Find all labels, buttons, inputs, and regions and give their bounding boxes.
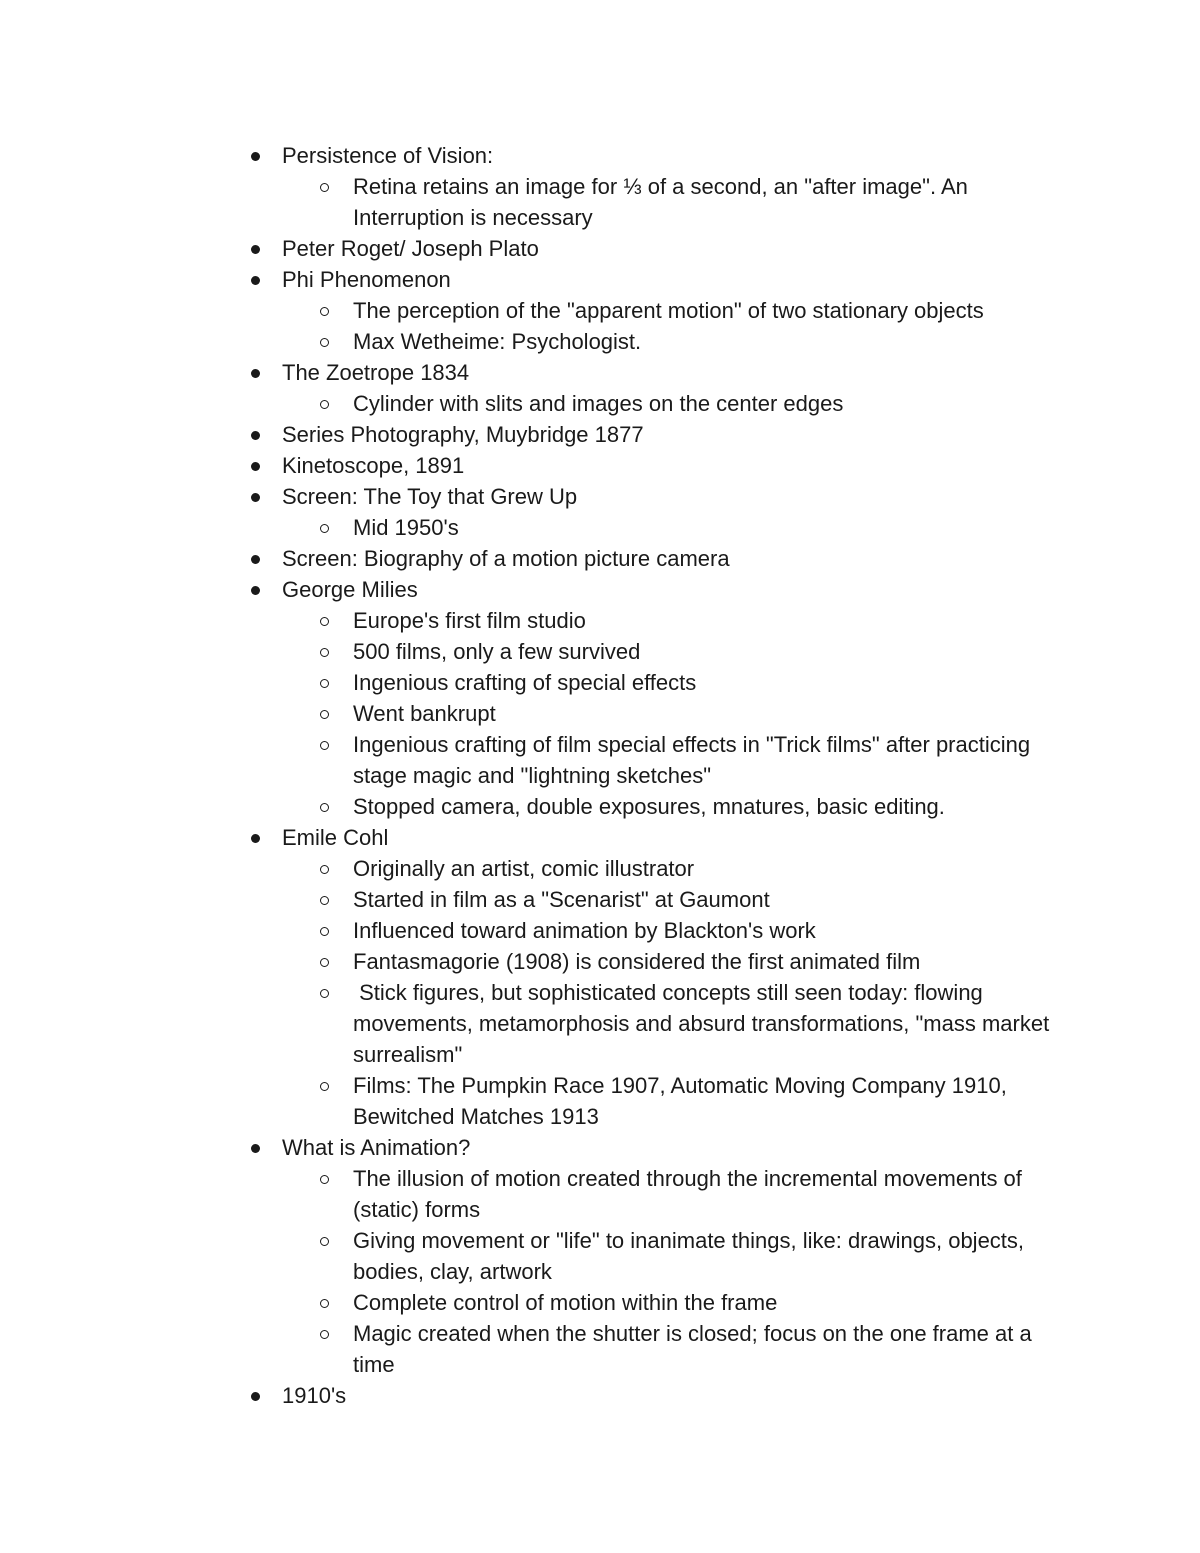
list-item-text: 1910's <box>282 1383 347 1408</box>
sub-list-item <box>0 915 1053 946</box>
list-item-text: Retina retains an image for ⅓ of a second, an "after image". An Interruption is necessary <box>353 174 974 230</box>
list-item <box>0 357 1082 388</box>
sub-list-item <box>0 1225 1053 1287</box>
list-item <box>0 1132 1082 1163</box>
list-item-text: Mid 1950's <box>353 515 459 540</box>
list-item-text: Films: The Pumpkin Race 1907, Automatic Moving Company 1910, Bewitched Matches 1913 <box>353 1073 1013 1129</box>
circle-bullet-icon <box>320 338 329 347</box>
list-item <box>0 574 1082 605</box>
list-item <box>0 543 1082 574</box>
list-item-text: Cylinder with slits and images on the center edges <box>353 391 844 416</box>
list-item-text: The perception of the "apparent motion" of two stationary objects <box>353 298 984 323</box>
circle-bullet-icon <box>320 648 329 657</box>
sub-list-item <box>0 1287 1053 1318</box>
sub-list-item <box>0 1163 1053 1225</box>
disc-bullet-icon <box>251 462 260 471</box>
sub-list-item <box>0 512 1053 543</box>
sub-list-item <box>0 667 1053 698</box>
sub-list-item <box>0 636 1053 667</box>
sub-list-item <box>0 388 1053 419</box>
list-item-text: Originally an artist, comic illustrator <box>353 856 695 881</box>
sub-list-item <box>0 1070 1053 1132</box>
list-item <box>0 264 1082 295</box>
list-item-text: 500 films, only a few survived <box>353 639 641 664</box>
disc-bullet-icon <box>251 245 260 254</box>
list-item-text: Emile Cohl <box>282 825 389 850</box>
circle-bullet-icon <box>320 710 329 719</box>
disc-bullet-icon <box>251 152 260 161</box>
sub-list-item <box>0 946 1053 977</box>
disc-bullet-icon <box>251 276 260 285</box>
circle-bullet-icon <box>320 307 329 316</box>
circle-bullet-icon <box>320 741 329 750</box>
circle-bullet-icon <box>320 989 329 998</box>
list-item-text: Europe's first film studio <box>353 608 586 633</box>
sub-list-item <box>0 326 1053 357</box>
list-item-text: Ingenious crafting of film special effects in "Trick films" after practicing stage magic and "lightning sketches" <box>353 732 1037 788</box>
sub-list-item <box>0 729 1053 791</box>
disc-bullet-icon <box>251 586 260 595</box>
list-item-text: Kinetoscope, 1891 <box>282 453 465 478</box>
disc-bullet-icon <box>251 834 260 843</box>
notes-list <box>0 140 1200 1411</box>
disc-bullet-icon <box>251 369 260 378</box>
disc-bullet-icon <box>251 1144 260 1153</box>
list-item-text: Stopped camera, double exposures, mnatures, basic editing. <box>353 794 945 819</box>
list-item-text: Stick figures, but sophisticated concepts still seen today: flowing movements, metamorphosis and absurd transformations, "mass market surrealism" <box>353 980 1056 1067</box>
circle-bullet-icon <box>320 896 329 905</box>
sub-list-item <box>0 884 1053 915</box>
circle-bullet-icon <box>320 183 329 192</box>
list-item-text: Screen: Biography of a motion picture camera <box>282 546 730 571</box>
list-item-text: The Zoetrope 1834 <box>282 360 470 385</box>
list-item <box>0 140 1082 171</box>
disc-bullet-icon <box>251 1392 260 1401</box>
list-item-text: Peter Roget/ Joseph Plato <box>282 236 539 261</box>
sub-list-item <box>0 853 1053 884</box>
circle-bullet-icon <box>320 1299 329 1308</box>
sub-list-item <box>0 605 1053 636</box>
circle-bullet-icon <box>320 865 329 874</box>
list-item <box>0 419 1082 450</box>
list-item-text: Screen: The Toy that Grew Up <box>282 484 578 509</box>
list-item-text: Started in film as a "Scenarist" at Gaumont <box>353 887 770 912</box>
list-item-text: Complete control of motion within the frame <box>353 1290 778 1315</box>
list-item <box>0 1380 1082 1411</box>
list-item-text: George Milies <box>282 577 418 602</box>
list-item <box>0 450 1082 481</box>
list-item-text: Magic created when the shutter is closed; focus on the one frame at a time <box>353 1321 1038 1377</box>
list-item <box>0 481 1082 512</box>
list-item-text: What is Animation? <box>282 1135 471 1160</box>
list-item-text: Persistence of Vision: <box>282 143 494 168</box>
sub-list-item <box>0 977 1056 1070</box>
disc-bullet-icon <box>251 431 260 440</box>
list-item-text: Giving movement or "life" to inanimate things, like: drawings, objects, bodies, clay, artwork <box>353 1228 1031 1284</box>
circle-bullet-icon <box>320 400 329 409</box>
sub-list-item <box>0 1318 1053 1380</box>
circle-bullet-icon <box>320 958 329 967</box>
list-item <box>0 233 1082 264</box>
circle-bullet-icon <box>320 803 329 812</box>
circle-bullet-icon <box>320 679 329 688</box>
sub-list-item <box>0 171 1053 233</box>
list-item-text: Influenced toward animation by Blackton's work <box>353 918 816 943</box>
sub-list-item <box>0 698 1053 729</box>
list-item-text: Ingenious crafting of special effects <box>353 670 697 695</box>
list-item <box>0 822 1082 853</box>
circle-bullet-icon <box>320 1237 329 1246</box>
list-item-text: Went bankrupt <box>353 701 496 726</box>
circle-bullet-icon <box>320 927 329 936</box>
list-item-text: Series Photography, Muybridge 1877 <box>282 422 644 447</box>
disc-bullet-icon <box>251 493 260 502</box>
sub-list-item <box>0 791 1053 822</box>
circle-bullet-icon <box>320 1082 329 1091</box>
circle-bullet-icon <box>320 617 329 626</box>
list-item-text: Fantasmagorie (1908) is considered the first animated film <box>353 949 921 974</box>
circle-bullet-icon <box>320 524 329 533</box>
sub-list-item <box>0 295 1053 326</box>
list-item-text: Max Wetheime: Psychologist. <box>353 329 642 354</box>
list-item-text: Phi Phenomenon <box>282 267 451 292</box>
list-item-text: The illusion of motion created through the incremental movements of (static) forms <box>353 1166 1029 1222</box>
circle-bullet-icon <box>320 1330 329 1339</box>
circle-bullet-icon <box>320 1175 329 1184</box>
disc-bullet-icon <box>251 555 260 564</box>
